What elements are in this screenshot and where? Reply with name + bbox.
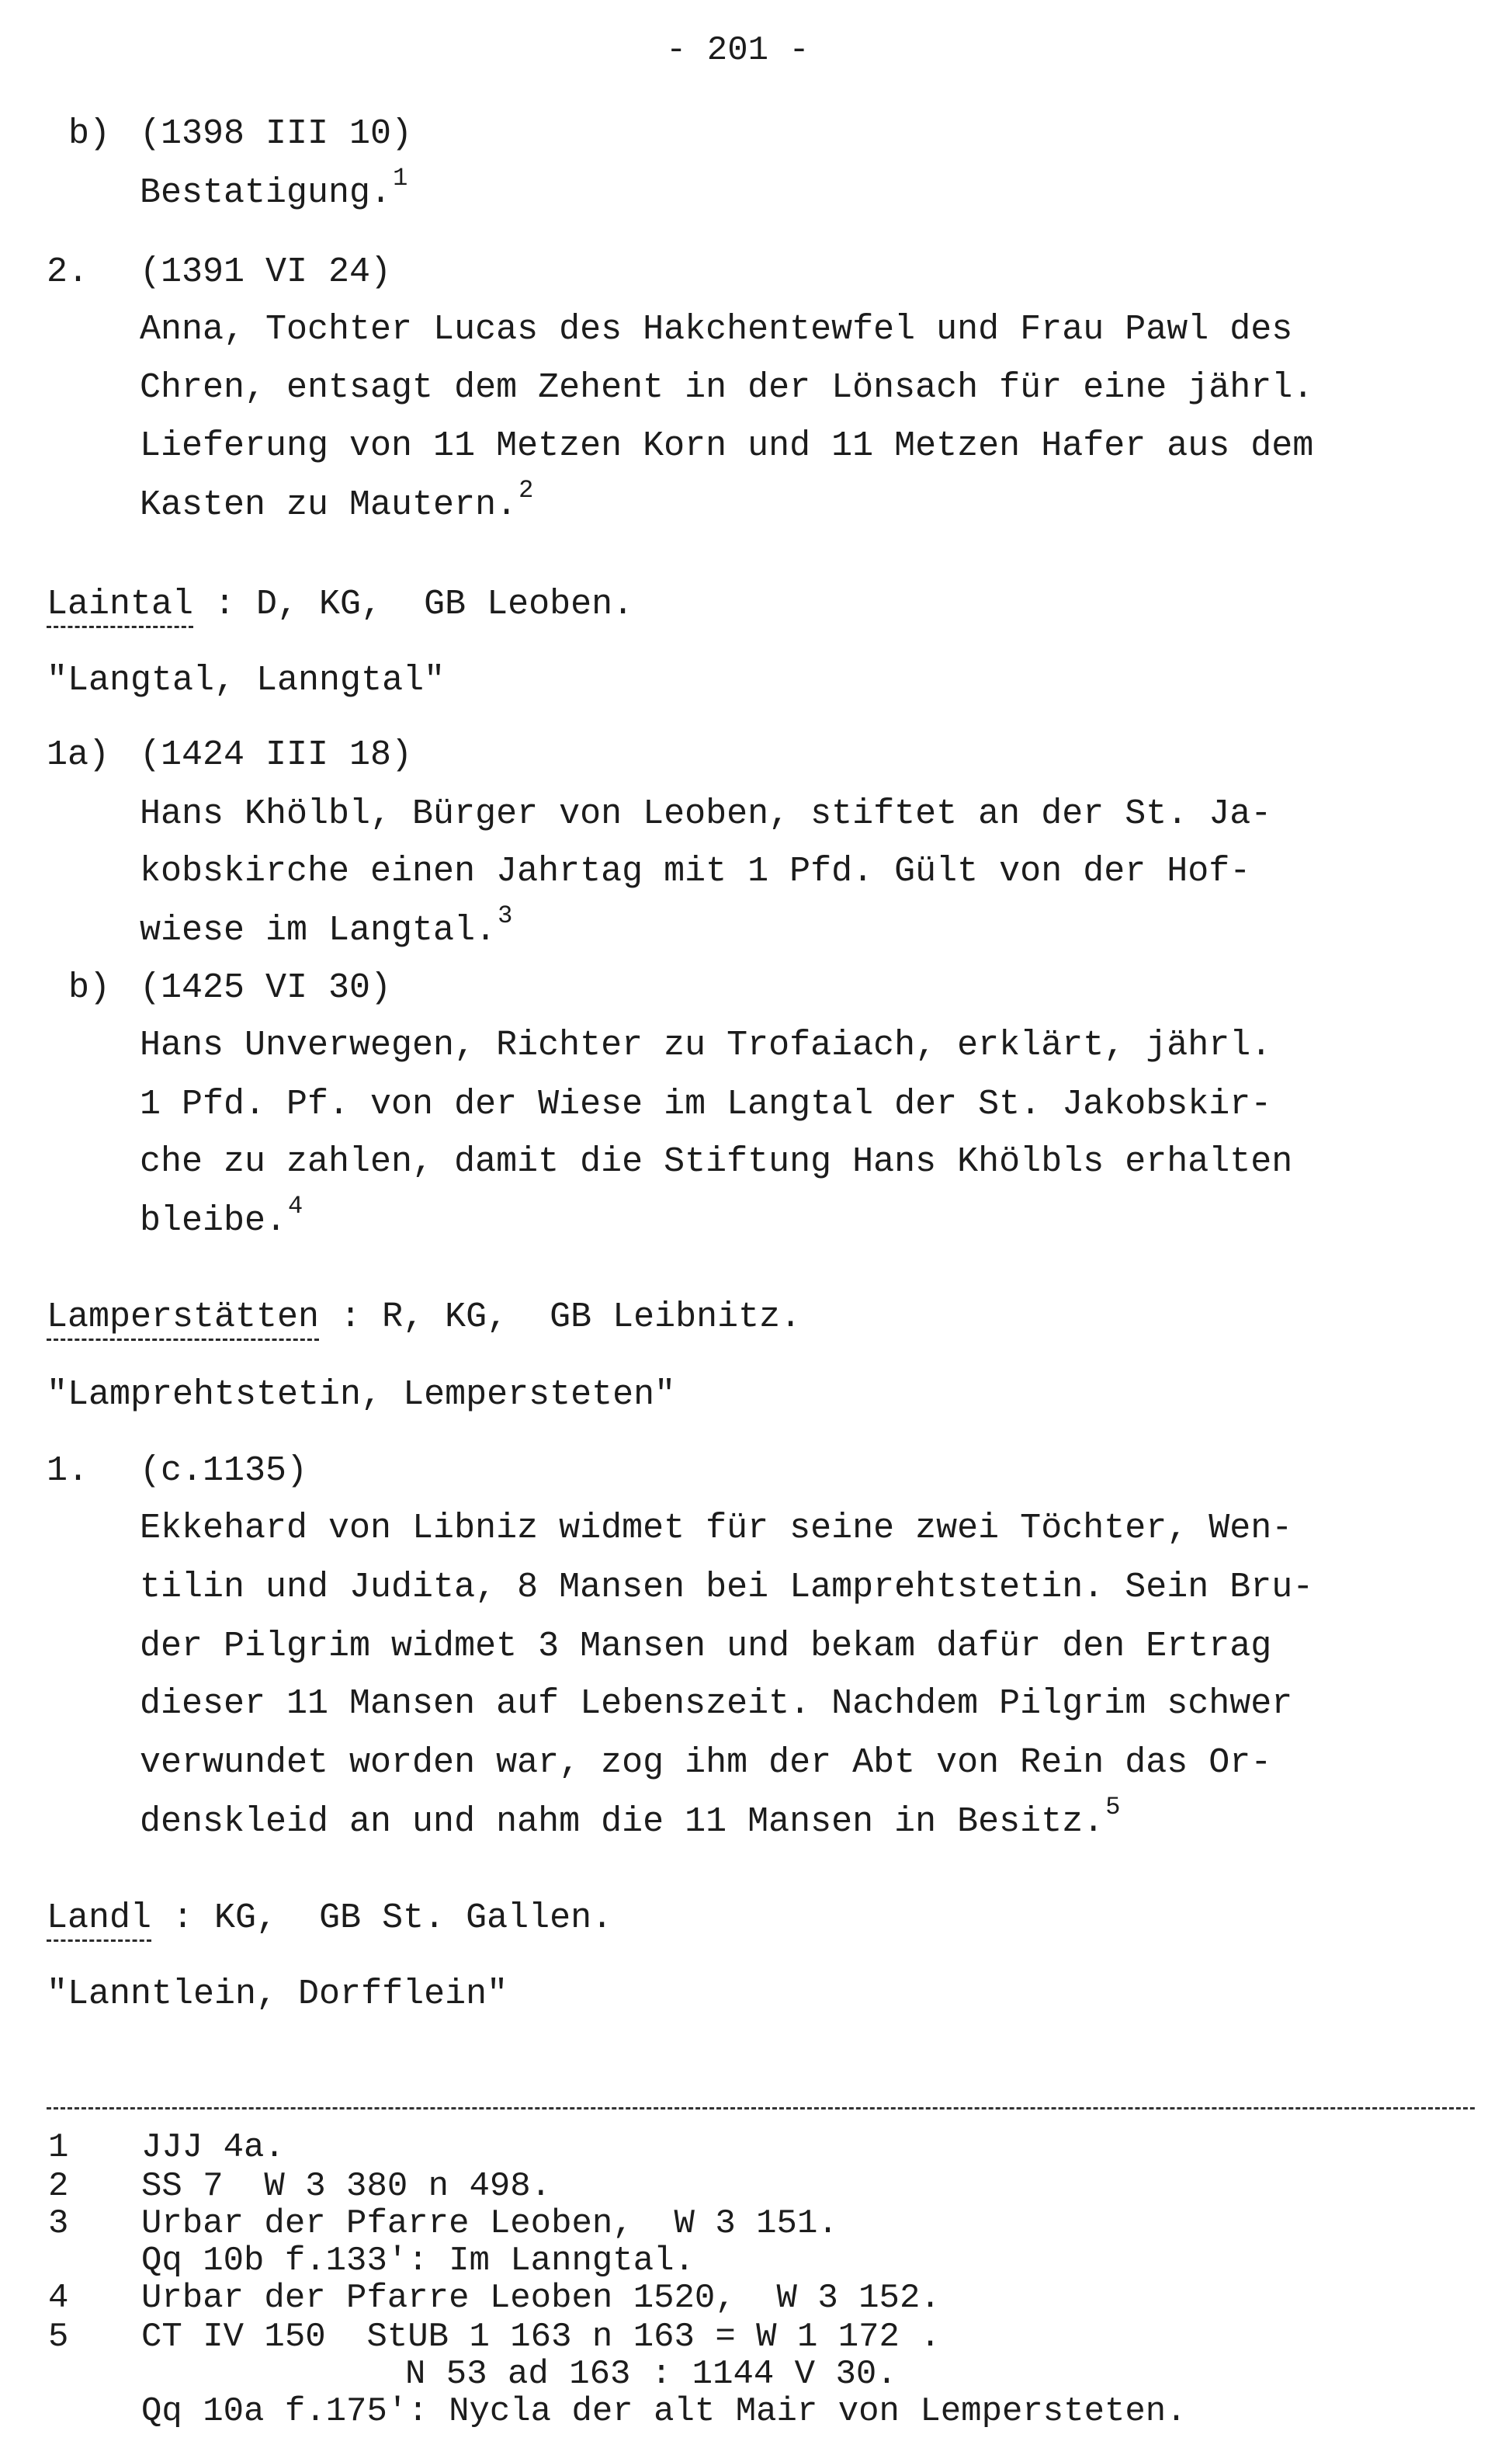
entry-text-line: Ekkehard von Libniz widmet für seine zwei Töchter, Wen-	[140, 1509, 1293, 1548]
place-name: Lamperstätten	[47, 1297, 319, 1341]
entry-text-line: Hans Unverwegen, Richter zu Trofaiach, erklärt, jährl.	[140, 1026, 1272, 1065]
footnote-text: Qq 10b f.133': Im Lanngtal.	[141, 2241, 695, 2280]
place-heading: Landl : KG, GB St. Gallen.	[47, 1899, 612, 1938]
footnote-number: 2	[48, 2167, 69, 2206]
entry-date: (1425 VI 30)	[140, 968, 392, 1008]
entry-text-line: Bestatigung.$^1$	[140, 164, 408, 213]
place-heading: Lamperstätten : R, KG, GB Leibnitz.	[47, 1298, 801, 1337]
entry-text-line: Chren, entsagt dem Zehent in der Lönsach für eine jährl.	[140, 368, 1314, 408]
entry-text-line: Lieferung von 11 Metzen Korn und 11 Metzen Hafer aus dem	[140, 426, 1314, 466]
entry-date: (1391 VI 24)	[140, 252, 392, 292]
entry-text-line: denskleid an und nahm die 11 Mansen in Besitz.$^5$	[140, 1793, 1121, 1842]
footnote-ref: 5	[1105, 1793, 1121, 1821]
entry-text-line: wiese im Langtal.$^3$	[140, 901, 513, 950]
footnote-number: 5	[48, 2318, 69, 2356]
footnote-number: 4	[48, 2279, 69, 2318]
footnote-text: JJJ 4a.	[141, 2128, 285, 2167]
entry-text-line: verwundet worden war, zog ihm der Abt von Rein das Or-	[140, 1743, 1272, 1783]
place-name: Landl	[47, 1898, 151, 1942]
footnote-text: Urbar der Pfarre Leoben 1520, W 3 152.	[141, 2279, 941, 2318]
entry-label: 1.	[47, 1451, 89, 1491]
place-historic-names: "Lanntlein, Dorfflein"	[47, 1974, 508, 2014]
entry-text-line: 1 Pfd. Pf. von der Wiese im Langtal der St. Jakobskir-	[140, 1085, 1272, 1124]
entry-label: 2.	[47, 252, 89, 292]
entry-text-line: dieser 11 Mansen auf Lebenszeit. Nachdem Pilgrim schwer	[140, 1684, 1293, 1724]
footnote-text: SS 7 W 3 380 n 498.	[141, 2167, 552, 2206]
place-historic-names: "Langtal, Lanngtal"	[47, 661, 446, 700]
entry-date: (1398 III 10)	[140, 114, 413, 154]
footnote-text: CT IV 150 StUB 1 163 n 163 = W 1 172 .	[141, 2318, 941, 2356]
entry-text-line: che zu zahlen, damit die Stiftung Hans Khölbls erhalten	[140, 1142, 1293, 1182]
footnote-text: Qq 10a f.175': Nycla der alt Mair von Lempersteten.	[141, 2392, 1187, 2431]
footnote-number: 3	[48, 2204, 69, 2243]
footnote-ref: 4	[288, 1192, 303, 1221]
footnote-ref: 3	[498, 901, 513, 930]
entry-label: b)	[68, 114, 111, 154]
footnote-separator	[47, 2107, 1475, 2110]
entry-text-line: tilin und Judita, 8 Mansen bei Lamprehtstetin. Sein Bru-	[140, 1568, 1314, 1607]
entry-text-line: Kasten zu Mautern.$^2$	[140, 476, 534, 525]
entry-date: (1424 III 18)	[140, 735, 413, 775]
footnote-ref: 2	[518, 476, 534, 505]
place-name: Laintal	[47, 585, 193, 628]
footnote-number: 1	[48, 2128, 69, 2167]
footnote-text: Urbar der Pfarre Leoben, W 3 151.	[141, 2204, 838, 2243]
entry-label: 1a)	[47, 735, 110, 775]
entry-text-line: der Pilgrim widmet 3 Mansen und bekam dafür den Ertrag	[140, 1627, 1272, 1666]
footnote-text: N 53 ad 163 : 1144 V 30.	[405, 2355, 897, 2394]
entry-text-line: Hans Khölbl, Bürger von Leoben, stiftet an der St. Ja-	[140, 794, 1272, 834]
entry-label: b)	[68, 968, 111, 1008]
entry-text-line: bleibe.$^4$	[140, 1192, 303, 1241]
place-heading: Laintal : D, KG, GB Leoben.	[47, 585, 633, 624]
entry-text-line: Anna, Tochter Lucas des Hakchentewfel und Frau Pawl des	[140, 310, 1293, 349]
footnote-ref: 1	[393, 164, 408, 193]
place-historic-names: "Lamprehtstetin, Lempersteten"	[47, 1375, 676, 1415]
entry-date: (c.1135)	[140, 1451, 308, 1491]
page-number: - 201 -	[666, 31, 810, 70]
entry-text-line: kobskirche einen Jahrtag mit 1 Pfd. Gült von der Hof-	[140, 852, 1251, 891]
